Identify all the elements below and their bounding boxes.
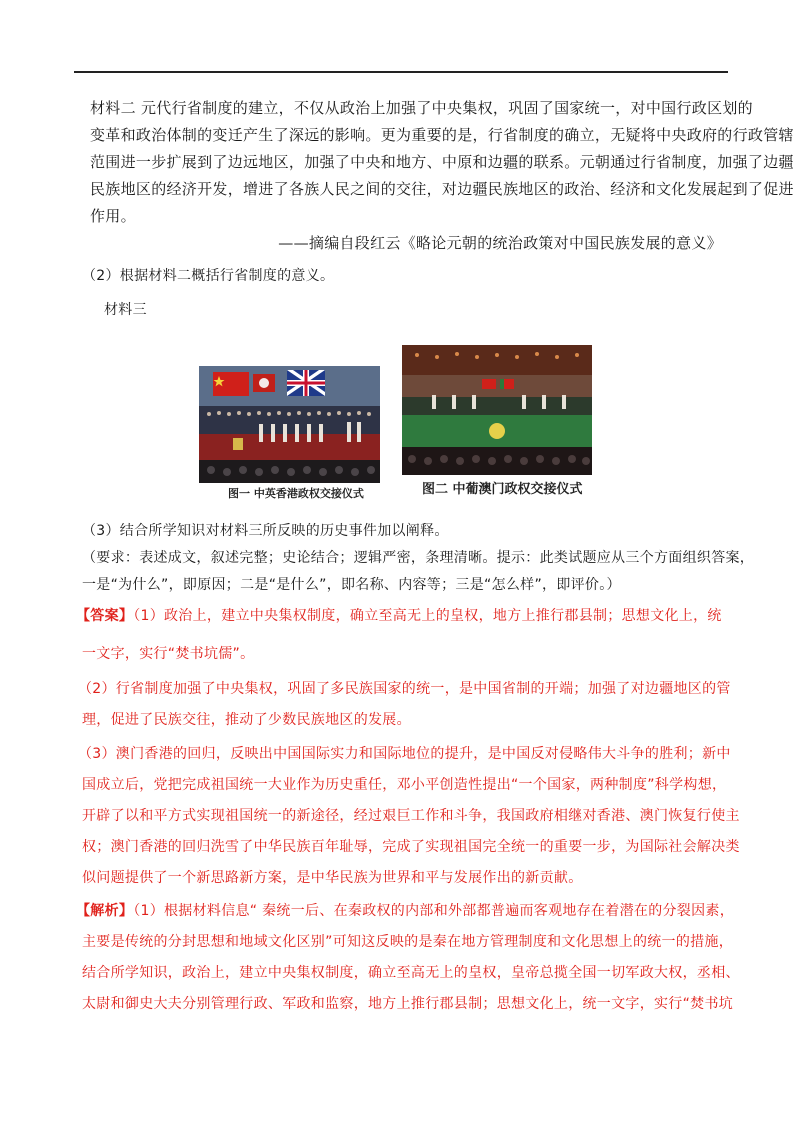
answer-line-7: 开辟了以和平方式实现祖国统一的新途径，经过艰巨工作和斗争，我国政府相继对香港、澳门恢复行使主 <box>82 808 740 824</box>
analysis-line-3: 结合所学知识，政治上，建立中央集权制度，确立至高无上的皇权，皇帝总揽全国一切军政大权，丞相、 <box>82 965 740 981</box>
material2-source: ——摘编自段红云《略论元朝的统治政策对中国民族发展的意义》 <box>278 234 722 252</box>
answer-line-1: 【答案】（1）政治上，建立中央集权制度，确立至高无上的皇权，地方上推行郡县制；思想文化上，统 <box>76 608 722 624</box>
requirement-line-1: （要求：表述成文，叙述完整；史论结合；逻辑严密，条理清晰。提示：此类试题应从三个方面组织答案， <box>82 550 755 566</box>
material2-line-3: 范围进一步扩展到了边远地区，加强了中央和地方、中原和边疆的联系。元朝通过行省制度，加强了边疆 <box>90 153 794 171</box>
figure-hk-handover-photo <box>199 366 380 483</box>
answer-line-8: 权；澳门香港的回归洗雪了中华民族百年耻辱，完成了实现祖国完全统一的重要一步，为国际社会解决类 <box>82 839 740 855</box>
answer-line-3: （2）行省制度加强了中央集权，巩固了多民族国家的统一，是中国省制的开端；加强了对边疆地区的管 <box>78 681 731 697</box>
material3-label: 材料三 <box>104 302 147 318</box>
analysis-line-1: 【解析】（1）根据材料信息“ 秦统一后、在秦政权的内部和外部都普遍而客观地存在着潜在的分裂因素， <box>76 903 735 919</box>
answer-line-2: 一文字，实行“焚书坑儒”。 <box>82 646 255 662</box>
figure-macau-handover-photo <box>402 345 592 475</box>
answer-line-5: （3）澳门香港的回归，反映出中国国际实力和国际地位的提升，是中国反对侵略伟大斗争的胜利；新中 <box>78 746 731 762</box>
answer-line-4: 理，促进了民族交往，推动了少数民族地区的发展。 <box>82 712 411 728</box>
header-rule <box>74 71 728 73</box>
analysis-line-2: 主要是传统的分封思想和地域文化区别”可知这反映的是秦在地方管理制度和文化思想上的统一的措施， <box>82 934 734 950</box>
answer-line-9: 似问题提供了一个新思路新方案，是中华民族为世界和平与发展作出的新贡献。 <box>82 870 583 886</box>
figure-1-caption: 图一 中英香港政权交接仪式 <box>228 487 364 500</box>
question-2: （2）根据材料二概括行省制度的意义。 <box>82 268 335 284</box>
material2-line-4: 民族地区的经济开发，增进了各族人民之间的交往，对边疆民族地区的政治、经济和文化发展起到了促进 <box>90 180 794 198</box>
material2-line-2: 变革和政治体制的变迁产生了深远的影响。更为重要的是，行省制度的确立，无疑将中央政府的行政管辖 <box>90 126 794 144</box>
material2-line-1: 材料二 元代行省制度的建立，不仅从政治上加强了中央集权，巩固了国家统一，对中国行政区划的 <box>90 99 753 117</box>
figure-2-caption: 图二 中葡澳门政权交接仪式 <box>422 482 583 497</box>
analysis-tag: 【解析】 <box>76 903 134 919</box>
analysis-line-4: 太尉和御史大夫分别管理行政、军政和监察，地方上推行郡县制；思想文化上，统一文字，实行“焚书坑 <box>82 996 734 1012</box>
material2-line-5: 作用。 <box>90 207 136 225</box>
answer-line-6: 国成立后，党把完成祖国统一大业作为历史重任，邓小平创造性提出“一个国家，两种制度”科学构想， <box>82 777 727 793</box>
requirement-line-2: 一是“为什么”，即原因；二是“是什么”，即名称、内容等；三是“怎么样”，即评价。） <box>82 577 621 593</box>
answer-tag: 【答案】 <box>76 608 134 624</box>
question-3: （3）结合所学知识对材料三所反映的历史事件加以阐释。 <box>82 523 449 539</box>
